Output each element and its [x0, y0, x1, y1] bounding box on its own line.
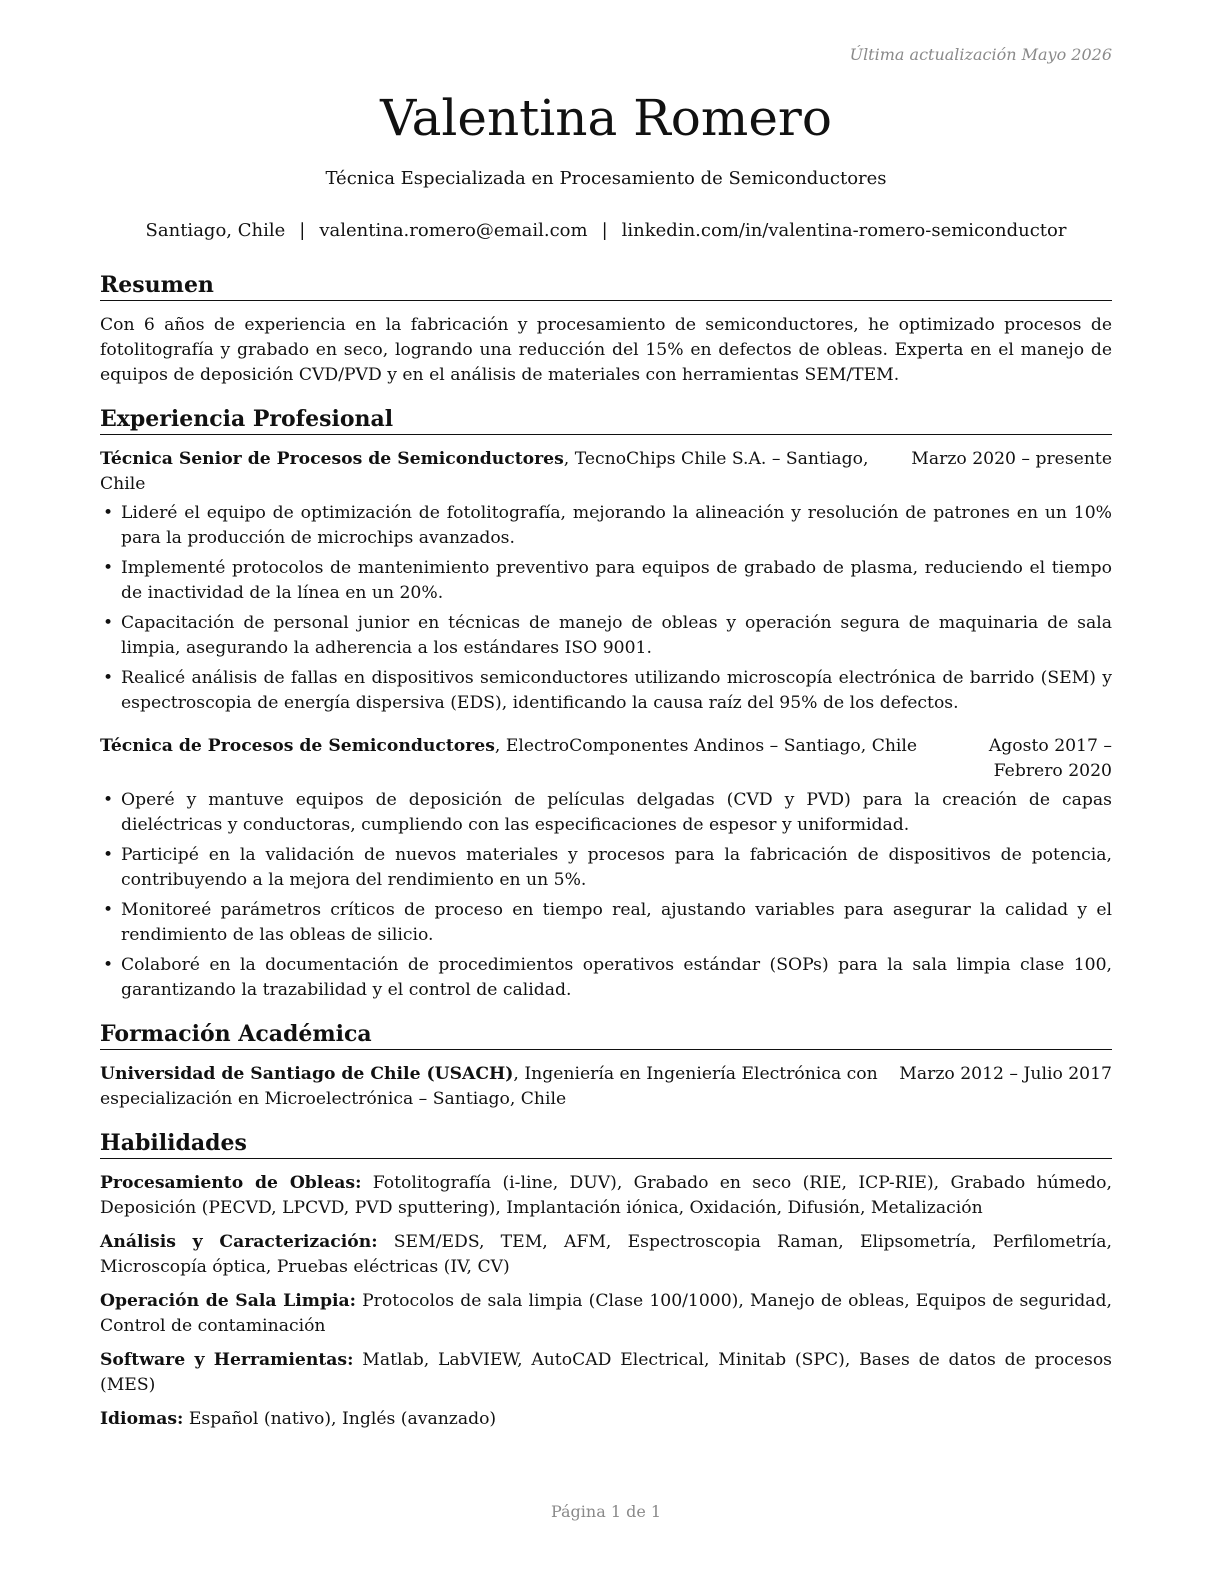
list-item: • Lideré el equipo de optimización de fotolitografía, mejorando la alineación y resolución de patrones en un 10% para la producción de microchips avanzados. [100, 501, 1112, 551]
skill-text: Fotolitografía (i-line, DUV), Grabado en seco (RIE, ICP-RIE), Grabado húmedo, Deposición (PECVD, LPCVD, PVD sputtering), Implantación iónica, Oxidación, Difusión, Metalización [100, 1173, 1112, 1218]
job-header [100, 447, 1112, 497]
job-role: Técnica de Procesos de Semiconductores [100, 736, 495, 756]
summary-section [100, 270, 1112, 388]
last-updated: Última actualización Mayo 2026 [849, 45, 1112, 64]
resume-page [100, 0, 1112, 1584]
candidate-name: Valentina Romero [380, 89, 832, 147]
contact-linkedin[interactable]: linkedin.com/in/valentina-romero-semiconductor [621, 220, 1067, 241]
education-title-line [100, 1062, 879, 1112]
list-item: • Implementé protocolos de mantenimiento preventivo para equipos de grabado de plasma, reduciendo el tiempo de inactividad de la línea en un 20%. [100, 556, 1112, 606]
education-institution: Universidad de Santiago de Chile (USACH) [100, 1064, 514, 1084]
list-item: • Operé y mantuve equipos de deposición de películas delgadas (CVD y PVD) para la creación de capas dieléctricas y conductoras, cumpliendo con las especificaciones de espesor y uniformidad. [100, 788, 1112, 838]
skill-line [100, 1407, 1112, 1432]
contact-separator: | [299, 220, 306, 241]
skill-label: Idiomas: [100, 1409, 184, 1429]
skill-text: Español (nativo), Inglés (avanzado) [183, 1409, 497, 1429]
job-org: , ElectroComponentes Andinos – Santiago, Chile [494, 736, 918, 756]
contact-separator: | [601, 220, 608, 241]
resume-content [100, 270, 1112, 1448]
experience-section [100, 404, 1112, 1003]
job-date: Agosto 2017 – Febrero 2020 [988, 736, 1112, 781]
job-header [100, 734, 1112, 784]
skill-text: Protocolos de sala limpia (Clase 100/1000), Manejo de obleas, Equipos de seguridad, Control de contaminación [100, 1291, 1112, 1336]
skill-text: SEM/EDS, TEM, AFM, Espectroscopia Raman, Elipsometría, Perfilometría, Microscopía óptica, Pruebas eléctricas (IV, CV) [100, 1232, 1112, 1277]
job-org: , TecnoChips Chile S.A. – Santiago, Chile [100, 449, 869, 494]
list-item: • Monitoreé parámetros críticos de proceso en tiempo real, ajustando variables para asegurar la calidad y el rendimiento de las obleas de silicio. [100, 898, 1112, 948]
skill-label: Software y Herramientas: [100, 1350, 354, 1370]
skills-section [100, 1128, 1112, 1432]
skill-line [100, 1348, 1112, 1398]
summary-text: Con 6 años de experiencia en la fabricación y procesamiento de semiconductores, he optimizado procesos de fotolitografía y grabado en seco, logrando una reducción del 15% en defectos de obleas. Experta en el manejo de equipos de deposición CVD/PVD y en el análisis de materiales con herramientas SEM/TEM. [100, 315, 1112, 385]
skill-text: Matlab, LabVIEW, AutoCAD Electrical, Minitab (SPC), Bases de datos de procesos (MES) [100, 1350, 1112, 1395]
section-title: Formación Académica [100, 1019, 1112, 1050]
section-title: Habilidades [100, 1128, 1112, 1159]
skill-label: Operación de Sala Limpia: [100, 1291, 356, 1311]
skill-label: Análisis y Caracterización: [100, 1232, 378, 1252]
list-item: • Participé en la validación de nuevos materiales y procesos para la fabricación de dispositivos de potencia, contribuyendo a la mejora del rendimiento en un 5%. [100, 843, 1112, 893]
section-title: Resumen [100, 270, 1112, 301]
job-date: Marzo 2020 – presente [911, 449, 1112, 469]
page-number: Página 1 de 1 [550, 1502, 662, 1521]
education-section [100, 1019, 1112, 1112]
job-entry [100, 734, 1112, 1003]
education-entry [100, 1062, 1112, 1112]
section-title: Experiencia Profesional [100, 404, 1112, 435]
education-date: Marzo 2012 – Julio 2017 [899, 1064, 1112, 1084]
list-item: • Capacitación de personal junior en técnicas de manejo de obleas y operación segura de maquinaria de sala limpia, asegurando la adherencia a los estándares ISO 9001. [100, 611, 1112, 661]
contact-location: Santiago, Chile [145, 220, 286, 241]
job-title-line [100, 447, 891, 497]
job-role: Técnica Senior de Procesos de Semiconductores [100, 449, 564, 469]
skill-line [100, 1230, 1112, 1280]
education-degree: , Ingeniería en Ingeniería Electrónica con especialización en Microelectrónica – Santiago, Chile [100, 1064, 878, 1109]
job-bullets [100, 788, 1112, 1003]
skill-line [100, 1289, 1112, 1339]
job-bullets [100, 501, 1112, 716]
skill-line [100, 1171, 1112, 1221]
contact-line [100, 220, 1112, 241]
list-item: • Colaboré en la documentación de procedimientos operativos estándar (SOPs) para la sala limpia clase 100, garantizando la trazabilidad y el control de calidad. [100, 953, 1112, 1003]
skill-label: Procesamiento de Obleas: [100, 1173, 362, 1193]
job-title-line [100, 734, 917, 759]
headline: Técnica Especializada en Procesamiento de Semiconductores [325, 168, 887, 189]
job-entry [100, 447, 1112, 716]
contact-email[interactable]: valentina.romero@email.com [319, 220, 588, 241]
list-item: • Realicé análisis de fallas en dispositivos semiconductores utilizando microscopía electrónica de barrido (SEM) y espectroscopia de energía dispersiva (EDS), identificando la causa raíz del 95% de los defectos. [100, 666, 1112, 716]
